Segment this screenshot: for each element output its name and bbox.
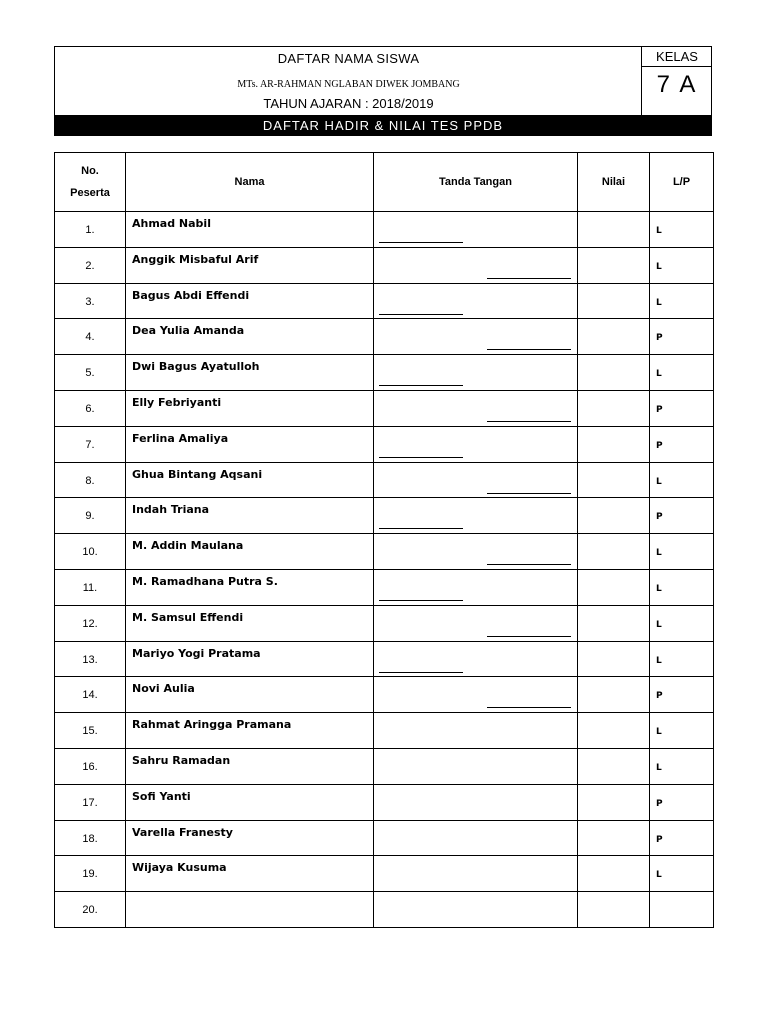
student-name: Mariyo Yogi Pratama bbox=[132, 646, 261, 660]
student-name: Wijaya Kusuma bbox=[132, 861, 227, 875]
cell-lp bbox=[650, 569, 714, 605]
student-name: M. Samsul Effendi bbox=[132, 610, 244, 624]
cell-lp bbox=[650, 390, 714, 426]
student-name: Bagus Abdi Effendi bbox=[132, 288, 250, 302]
student-name: M. Ramadhana Putra S. bbox=[132, 574, 278, 588]
cell-lp bbox=[650, 892, 714, 928]
table-row bbox=[55, 355, 714, 391]
cell-lp bbox=[650, 677, 714, 713]
table-row bbox=[55, 784, 714, 820]
table-row bbox=[55, 641, 714, 677]
signature-line bbox=[379, 600, 463, 601]
participant-number: 11. bbox=[82, 581, 98, 594]
cell-no bbox=[55, 247, 126, 283]
cell-nama bbox=[126, 462, 374, 498]
cell-tanda-tangan[interactable] bbox=[374, 390, 578, 426]
cell-nilai[interactable] bbox=[578, 247, 650, 283]
cell-nilai[interactable] bbox=[578, 820, 650, 856]
cell-tanda-tangan[interactable] bbox=[374, 820, 578, 856]
table-row bbox=[55, 498, 714, 534]
signature-line bbox=[487, 707, 571, 708]
school-name: MTs. AR-RAHMAN NGLABAN DIWEK JOMBANG bbox=[237, 79, 460, 90]
table-row bbox=[55, 892, 714, 928]
student-name: Novi Aulia bbox=[132, 682, 195, 696]
cell-tanda-tangan[interactable] bbox=[374, 784, 578, 820]
student-name: Sahru Ramadan bbox=[132, 753, 231, 767]
gender-value: L bbox=[656, 476, 662, 487]
participant-number: 18. bbox=[82, 832, 98, 845]
cell-nilai[interactable] bbox=[578, 390, 650, 426]
table-row bbox=[55, 319, 714, 355]
cell-nilai[interactable] bbox=[578, 569, 650, 605]
student-name: Indah Triana bbox=[132, 503, 210, 517]
cell-nilai[interactable] bbox=[578, 534, 650, 570]
student-name: M. Addin Maulana bbox=[132, 539, 244, 553]
cell-nilai[interactable] bbox=[578, 677, 650, 713]
cell-nama bbox=[126, 426, 374, 462]
cell-tanda-tangan[interactable] bbox=[374, 641, 578, 677]
cell-nilai[interactable] bbox=[578, 462, 650, 498]
participant-number: 7. bbox=[85, 438, 95, 451]
cell-lp bbox=[650, 820, 714, 856]
cell-nilai[interactable] bbox=[578, 713, 650, 749]
column-header-tanda-tangan: Tanda Tangan bbox=[374, 153, 578, 212]
cell-no bbox=[55, 641, 126, 677]
cell-nama bbox=[126, 283, 374, 319]
cell-tanda-tangan[interactable] bbox=[374, 319, 578, 355]
student-name: Dea Yulia Amanda bbox=[132, 324, 245, 338]
table-header-row bbox=[55, 153, 714, 212]
cell-lp bbox=[650, 283, 714, 319]
cell-nilai[interactable] bbox=[578, 319, 650, 355]
cell-nama bbox=[126, 390, 374, 426]
student-name: Anggik Misbaful Arif bbox=[132, 252, 259, 266]
participant-number: 15. bbox=[82, 725, 98, 738]
signature-line bbox=[487, 564, 571, 565]
cell-nama bbox=[126, 892, 374, 928]
cell-no bbox=[55, 677, 126, 713]
student-name: Rahmat Aringga Pramana bbox=[132, 718, 292, 732]
cell-tanda-tangan[interactable] bbox=[374, 283, 578, 319]
table-row bbox=[55, 605, 714, 641]
cell-lp bbox=[650, 498, 714, 534]
cell-nama bbox=[126, 784, 374, 820]
academic-year: TAHUN AJARAN : 2018/2019 bbox=[263, 96, 434, 111]
gender-value: L bbox=[656, 762, 662, 773]
cell-no bbox=[55, 390, 126, 426]
cell-lp bbox=[650, 426, 714, 462]
participant-number: 2. bbox=[85, 259, 95, 272]
gender-value: L bbox=[656, 297, 662, 308]
gender-value: L bbox=[656, 261, 662, 272]
table-row bbox=[55, 677, 714, 713]
class-value: 7 A bbox=[656, 71, 698, 98]
participant-number: 13. bbox=[82, 653, 98, 666]
gender-value: L bbox=[656, 727, 662, 738]
cell-no bbox=[55, 426, 126, 462]
cell-no bbox=[55, 569, 126, 605]
cell-no bbox=[55, 355, 126, 391]
cell-lp bbox=[650, 713, 714, 749]
cell-no bbox=[55, 283, 126, 319]
gender-value: P bbox=[656, 834, 663, 845]
cell-lp bbox=[650, 355, 714, 391]
signature-line bbox=[379, 457, 463, 458]
cell-nilai[interactable] bbox=[578, 748, 650, 784]
cell-tanda-tangan[interactable] bbox=[374, 677, 578, 713]
document-header bbox=[54, 46, 712, 136]
cell-lp bbox=[650, 319, 714, 355]
signature-line bbox=[379, 242, 463, 243]
table-body bbox=[55, 212, 714, 928]
cell-tanda-tangan[interactable] bbox=[374, 856, 578, 892]
student-name: Ahmad Nabil bbox=[132, 217, 211, 230]
cell-nilai[interactable] bbox=[578, 605, 650, 641]
gender-value: P bbox=[656, 333, 663, 344]
cell-nama bbox=[126, 212, 374, 248]
student-name: Sofi Yanti bbox=[132, 789, 191, 803]
cell-no bbox=[55, 605, 126, 641]
participant-number: 12. bbox=[82, 617, 98, 630]
participant-number: 14. bbox=[82, 689, 98, 702]
cell-lp bbox=[650, 748, 714, 784]
cell-tanda-tangan[interactable] bbox=[374, 534, 578, 570]
cell-nama bbox=[126, 355, 374, 391]
table-row bbox=[55, 713, 714, 749]
cell-tanda-tangan[interactable] bbox=[374, 892, 578, 928]
cell-nama bbox=[126, 820, 374, 856]
cell-no bbox=[55, 748, 126, 784]
signature-line bbox=[487, 421, 571, 422]
header-title-block bbox=[55, 47, 642, 115]
cell-tanda-tangan[interactable] bbox=[374, 212, 578, 248]
cell-nama bbox=[126, 677, 374, 713]
cell-lp bbox=[650, 212, 714, 248]
cell-nilai[interactable] bbox=[578, 283, 650, 319]
signature-line bbox=[487, 636, 571, 637]
student-name: Ferlina Amaliya bbox=[132, 431, 229, 445]
table-row bbox=[55, 748, 714, 784]
cell-tanda-tangan[interactable] bbox=[374, 748, 578, 784]
cell-no bbox=[55, 784, 126, 820]
cell-nama bbox=[126, 569, 374, 605]
cell-no bbox=[55, 498, 126, 534]
student-name: Varella Franesty bbox=[132, 825, 233, 839]
participant-number: 16. bbox=[82, 760, 98, 773]
column-header-no bbox=[55, 153, 126, 212]
cell-nama bbox=[126, 748, 374, 784]
participant-number: 3. bbox=[85, 295, 95, 308]
attendance-table bbox=[54, 152, 714, 928]
cell-tanda-tangan[interactable] bbox=[374, 605, 578, 641]
column-header-no-line1: No. bbox=[81, 165, 99, 177]
cell-lp bbox=[650, 641, 714, 677]
participant-number: 8. bbox=[85, 474, 95, 487]
signature-line bbox=[379, 314, 463, 315]
gender-value: L bbox=[656, 369, 662, 380]
cell-nama bbox=[126, 713, 374, 749]
cell-nilai[interactable] bbox=[578, 498, 650, 534]
gender-value: P bbox=[656, 798, 663, 809]
cell-no bbox=[55, 820, 126, 856]
student-name: Elly Febriyanti bbox=[132, 395, 222, 409]
cell-nama bbox=[126, 856, 374, 892]
cell-no bbox=[55, 713, 126, 749]
cell-tanda-tangan[interactable] bbox=[374, 498, 578, 534]
cell-lp bbox=[650, 534, 714, 570]
student-name: Ghua Bintang Aqsani bbox=[132, 467, 263, 481]
cell-lp bbox=[650, 462, 714, 498]
column-header-lp: L/P bbox=[650, 153, 714, 212]
gender-value: L bbox=[656, 870, 662, 881]
table-row bbox=[55, 569, 714, 605]
signature-line bbox=[379, 385, 463, 386]
cell-no bbox=[55, 534, 126, 570]
gender-value: L bbox=[656, 619, 662, 630]
document-title: DAFTAR NAMA SISWA bbox=[277, 51, 420, 66]
cell-nilai[interactable] bbox=[578, 892, 650, 928]
gender-value: L bbox=[656, 548, 662, 559]
gender-value bbox=[650, 892, 713, 906]
table-row bbox=[55, 534, 714, 570]
table-row bbox=[55, 820, 714, 856]
column-header-no-line2: Peserta bbox=[70, 187, 110, 199]
student-name: Dwi Bagus Ayatulloh bbox=[132, 360, 260, 374]
signature-line bbox=[487, 278, 571, 279]
cell-lp bbox=[650, 247, 714, 283]
signature-line bbox=[487, 349, 571, 350]
cell-lp bbox=[650, 605, 714, 641]
cell-no bbox=[55, 892, 126, 928]
gender-value: P bbox=[656, 440, 663, 451]
table-row bbox=[55, 212, 714, 248]
participant-number: 5. bbox=[85, 367, 95, 380]
signature-line bbox=[379, 672, 463, 673]
class-box bbox=[642, 47, 712, 115]
participant-number: 19. bbox=[82, 868, 98, 881]
cell-nilai[interactable] bbox=[578, 641, 650, 677]
cell-tanda-tangan[interactable] bbox=[374, 462, 578, 498]
cell-nama bbox=[126, 498, 374, 534]
cell-nama bbox=[126, 247, 374, 283]
table-row bbox=[55, 390, 714, 426]
participant-number: 10. bbox=[82, 546, 98, 559]
cell-no bbox=[55, 212, 126, 248]
gender-value: P bbox=[656, 404, 663, 415]
cell-nilai[interactable] bbox=[578, 426, 650, 462]
cell-no bbox=[55, 462, 126, 498]
cell-tanda-tangan[interactable] bbox=[374, 569, 578, 605]
cell-nama bbox=[126, 319, 374, 355]
participant-number: 20. bbox=[82, 904, 98, 917]
participant-number: 6. bbox=[85, 402, 95, 415]
gender-value: L bbox=[656, 583, 662, 594]
cell-no bbox=[55, 856, 126, 892]
cell-nama bbox=[126, 641, 374, 677]
gender-value: L bbox=[656, 655, 662, 666]
cell-tanda-tangan[interactable] bbox=[374, 426, 578, 462]
gender-value: P bbox=[656, 691, 663, 702]
class-label: KELAS bbox=[642, 47, 712, 67]
cell-no bbox=[55, 319, 126, 355]
gender-value: L bbox=[656, 226, 662, 236]
signature-line bbox=[379, 528, 463, 529]
table-row bbox=[55, 247, 714, 283]
table-row bbox=[55, 856, 714, 892]
cell-nilai[interactable] bbox=[578, 212, 650, 248]
participant-number: 17. bbox=[82, 796, 98, 809]
cell-lp bbox=[650, 784, 714, 820]
column-header-nama: Nama bbox=[126, 153, 374, 212]
participant-number: 1. bbox=[85, 224, 95, 236]
gender-value: P bbox=[656, 512, 663, 523]
cell-tanda-tangan[interactable] bbox=[374, 355, 578, 391]
cell-nama bbox=[126, 605, 374, 641]
student-name bbox=[126, 892, 373, 897]
cell-nilai[interactable] bbox=[578, 355, 650, 391]
table-row bbox=[55, 462, 714, 498]
cell-tanda-tangan[interactable] bbox=[374, 247, 578, 283]
table-row bbox=[55, 426, 714, 462]
column-header-nilai: Nilai bbox=[578, 153, 650, 212]
cell-nilai[interactable] bbox=[578, 784, 650, 820]
cell-lp bbox=[650, 856, 714, 892]
cell-tanda-tangan[interactable] bbox=[374, 713, 578, 749]
participant-number: 9. bbox=[85, 510, 95, 523]
signature-line bbox=[487, 493, 571, 494]
cell-nama bbox=[126, 534, 374, 570]
participant-number: 4. bbox=[85, 331, 95, 344]
table-row bbox=[55, 283, 714, 319]
document-banner: DAFTAR HADIR & NILAI TES PPDB bbox=[54, 115, 712, 136]
cell-nilai[interactable] bbox=[578, 856, 650, 892]
